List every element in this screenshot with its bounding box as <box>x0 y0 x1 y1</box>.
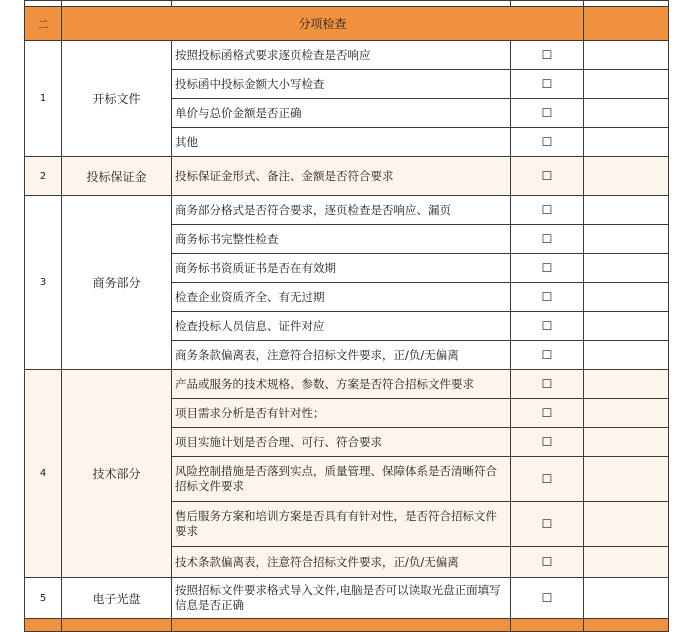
category-label: 电子光盘 <box>62 578 172 619</box>
check-item-text: 商务部分格式是否符合要求，逐页检查是否响应、漏页 <box>172 196 511 225</box>
row-number: 5 <box>25 578 62 619</box>
checkbox-icon[interactable]: ☐ <box>511 341 584 370</box>
category-label: 技术部分 <box>62 370 172 578</box>
remark-cell[interactable] <box>584 225 669 254</box>
checkbox-icon[interactable]: ☐ <box>511 428 584 457</box>
check-item-text: 技术条款偏离表，注意符合招标文件要求，正/负/无偏离 <box>172 547 511 578</box>
checkbox-icon[interactable]: ☐ <box>511 196 584 225</box>
check-item-text: 风险控制措施是否落到实点，质量管理、保障体系是否清晰符合招标文件要求 <box>172 457 511 502</box>
checkbox-icon[interactable]: ☐ <box>511 312 584 341</box>
remark-cell[interactable] <box>584 99 669 128</box>
checkbox-icon[interactable]: ☐ <box>511 41 584 70</box>
category-label: 商务部分 <box>62 196 172 370</box>
remark-cell[interactable] <box>584 41 669 70</box>
checkbox-icon[interactable]: ☐ <box>511 70 584 99</box>
check-item-text: 单价与总价金额是否正确 <box>172 99 511 128</box>
row-number: 2 <box>25 157 62 196</box>
checkbox-icon[interactable]: ☐ <box>511 225 584 254</box>
remark-cell[interactable] <box>584 547 669 578</box>
checkbox-icon[interactable]: ☐ <box>511 399 584 428</box>
check-item-text: 投标保证金形式、备注、金额是否符合要求 <box>172 157 511 196</box>
check-item-text: 检查投标人员信息、证件对应 <box>172 312 511 341</box>
check-item-text: 按照投标函格式要求逐页检查是否响应 <box>172 41 511 70</box>
category-label: 开标文件 <box>62 41 172 157</box>
row-number: 1 <box>25 41 62 157</box>
section-header-row <box>25 7 669 41</box>
remark-cell[interactable] <box>584 70 669 99</box>
table-row <box>25 578 669 619</box>
check-item-text: 投标函中投标金额大小写检查 <box>172 70 511 99</box>
remark-cell[interactable] <box>584 312 669 341</box>
table-row <box>25 157 669 196</box>
checklist-table <box>24 0 669 632</box>
bottom-strip-row <box>25 619 669 632</box>
table-row <box>25 370 669 399</box>
section-header-number: 二 <box>25 7 62 41</box>
checkbox-icon[interactable]: ☐ <box>511 502 584 547</box>
remark-cell[interactable] <box>584 283 669 312</box>
checkbox-icon[interactable]: ☐ <box>511 254 584 283</box>
checkbox-icon[interactable]: ☐ <box>511 99 584 128</box>
check-item-text: 按照招标文件要求格式导入文件,电脑是否可以读取光盘正面填写信息是否正确 <box>172 578 511 619</box>
row-number: 3 <box>25 196 62 370</box>
check-item-text: 商务条款偏离表，注意符合招标文件要求，正/负/无偏离 <box>172 341 511 370</box>
check-item-text: 产品或服务的技术规格、参数、方案是否符合招标文件要求 <box>172 370 511 399</box>
checkbox-icon[interactable]: ☐ <box>511 547 584 578</box>
remark-cell[interactable] <box>584 157 669 196</box>
check-item-text: 项目实施计划是否合理、可行、符合要求 <box>172 428 511 457</box>
remark-cell[interactable] <box>584 457 669 502</box>
remark-cell[interactable] <box>584 370 669 399</box>
section-header-title: 分项检查 <box>62 7 584 41</box>
checkbox-icon[interactable]: ☐ <box>511 578 584 619</box>
checkbox-icon[interactable]: ☐ <box>511 370 584 399</box>
check-item-text: 商务标书资质证书是否在有效期 <box>172 254 511 283</box>
check-item-text: 其他 <box>172 128 511 157</box>
remark-cell[interactable] <box>584 341 669 370</box>
row-number: 4 <box>25 370 62 578</box>
check-item-text: 检查企业资质齐全、有无过期 <box>172 283 511 312</box>
category-label: 投标保证金 <box>62 157 172 196</box>
remark-cell[interactable] <box>584 428 669 457</box>
check-item-text: 项目需求分析是否有针对性； <box>172 399 511 428</box>
remark-cell[interactable] <box>584 196 669 225</box>
table-row <box>25 41 669 70</box>
checklist-sheet <box>24 0 668 632</box>
check-item-text: 售后服务方案和培训方案是否具有有针对性，是否符合招标文件要求 <box>172 502 511 547</box>
remark-cell[interactable] <box>584 254 669 283</box>
checkbox-icon[interactable]: ☐ <box>511 157 584 196</box>
checkbox-icon[interactable]: ☐ <box>511 283 584 312</box>
remark-cell[interactable] <box>584 128 669 157</box>
checkbox-icon[interactable]: ☐ <box>511 128 584 157</box>
remark-cell[interactable] <box>584 502 669 547</box>
remark-cell[interactable] <box>584 578 669 619</box>
checkbox-icon[interactable]: ☐ <box>511 457 584 502</box>
check-item-text: 商务标书完整性检查 <box>172 225 511 254</box>
remark-cell[interactable] <box>584 399 669 428</box>
table-row <box>25 196 669 225</box>
